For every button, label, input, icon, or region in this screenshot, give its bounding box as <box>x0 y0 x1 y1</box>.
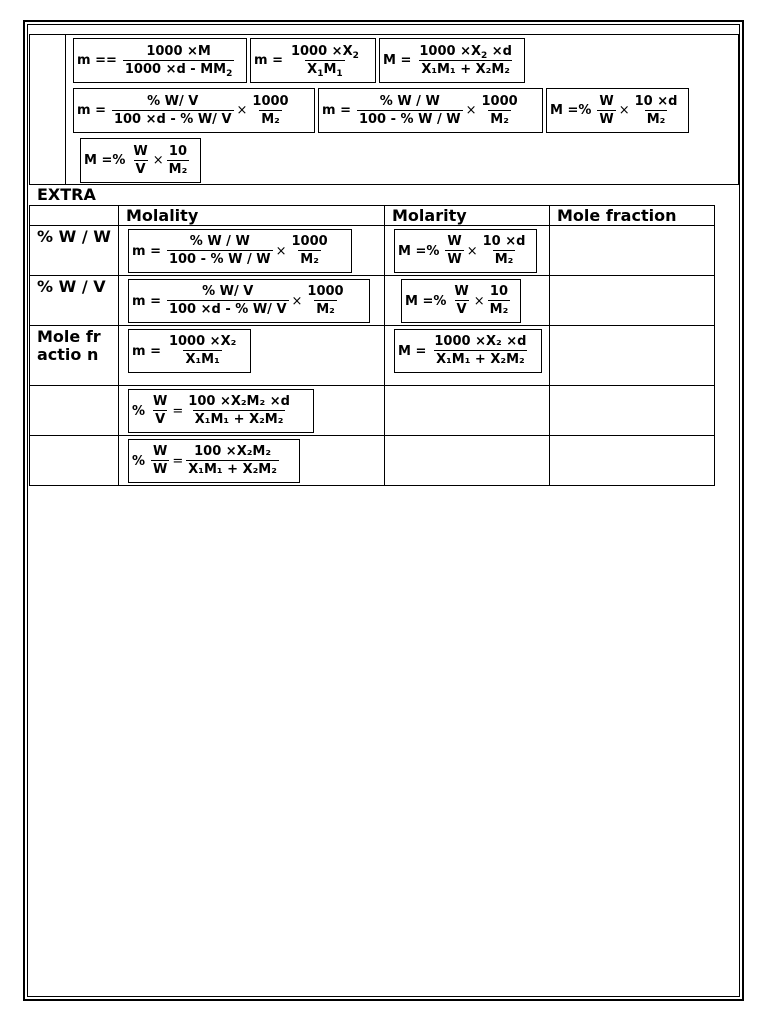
fraction <box>167 144 190 178</box>
denominator: W <box>599 111 614 127</box>
fraction <box>167 334 238 368</box>
times-sign: × <box>291 293 303 309</box>
denominator: V <box>135 161 146 177</box>
numerator: 1000 <box>252 93 289 109</box>
header-mole-fraction: Mole fraction <box>550 206 715 226</box>
numerator: 1000 <box>307 284 344 299</box>
formula-lhs: m = <box>132 243 161 259</box>
den-text: 1000 ×d - MM <box>124 61 227 77</box>
numerator: 10 ×d <box>482 234 526 249</box>
mole-fraction-cell <box>550 226 715 276</box>
fraction <box>250 94 290 128</box>
mole-fraction-cell <box>550 386 715 436</box>
fraction <box>445 234 463 268</box>
mole-fraction-cell <box>550 276 715 326</box>
numerator: W <box>454 284 469 299</box>
subscript: 2 <box>480 50 488 61</box>
formula-molality-ww <box>128 229 352 273</box>
equals-sign: = <box>172 453 184 469</box>
times-sign: × <box>465 103 477 118</box>
denominator: M₂ <box>168 161 188 177</box>
header-empty <box>30 206 119 226</box>
numerator: 1000 ×M <box>146 43 211 59</box>
numerator: W <box>153 394 168 409</box>
numerator: % W / W <box>379 93 440 109</box>
subscript: 1 <box>336 68 343 79</box>
fraction <box>186 444 279 478</box>
formula-lhs: M =% <box>405 293 447 309</box>
molarity-cell <box>385 226 550 276</box>
formula-box-divider <box>65 34 66 185</box>
formula-molarity-from-ww <box>546 88 689 133</box>
header-molarity: Molarity <box>385 206 550 226</box>
extra-heading: EXTRA <box>37 185 96 204</box>
molality-cell <box>119 326 385 386</box>
mole-fraction-cell <box>550 436 715 486</box>
numerator <box>417 44 514 60</box>
numerator: % W / W <box>189 234 250 249</box>
denominator: X₁M₁ + X₂M₂ <box>421 61 510 77</box>
row-head <box>30 386 118 388</box>
fraction <box>131 144 149 178</box>
molarity-cell <box>385 436 550 486</box>
denominator: M₂ <box>261 111 280 127</box>
times-sign: × <box>618 103 630 118</box>
subscript: 2 <box>352 50 359 61</box>
den-text: M <box>323 61 337 77</box>
formula-lhs: m = <box>77 103 106 118</box>
fraction <box>186 394 292 428</box>
table-row <box>30 386 715 436</box>
row-head: % W / W <box>37 227 111 246</box>
denominator: M₂ <box>646 111 666 127</box>
numerator: 10 <box>168 143 187 159</box>
formula-ww-from-mole-fraction <box>128 439 300 483</box>
denominator: X₁M₁ + X₂M₂ <box>188 462 277 477</box>
fraction <box>305 284 345 318</box>
denominator: W <box>447 252 462 267</box>
denominator: M₂ <box>489 302 509 317</box>
formula-lhs: m = <box>132 293 161 309</box>
numerator: 100 ×X₂M₂ <box>194 444 272 459</box>
conversion-table <box>29 205 715 486</box>
numerator: W <box>153 444 168 459</box>
subscript: 1 <box>317 68 324 79</box>
formula-molarity-wv <box>401 279 521 323</box>
equals-sign: = <box>172 403 184 419</box>
molality-cell <box>119 436 385 486</box>
table-row <box>30 326 715 386</box>
numerator: W <box>599 93 614 109</box>
row-head: % W / V <box>37 277 106 296</box>
num-text: 1000 ×X <box>419 43 481 59</box>
denominator: M₂ <box>494 252 514 267</box>
fraction <box>290 234 330 268</box>
formula-lhs: M =% <box>550 103 592 118</box>
row-head-cell <box>30 436 119 486</box>
table-header-row <box>30 206 715 226</box>
molality-cell <box>119 386 385 436</box>
formula-molality-mole-fraction <box>128 329 251 373</box>
molality-cell <box>119 226 385 276</box>
fraction <box>480 94 520 128</box>
row-head-cell <box>30 226 119 276</box>
molarity-cell <box>385 276 550 326</box>
formula-molarity-from-mole-fraction <box>379 38 525 83</box>
mole-fraction-cell <box>550 326 715 386</box>
denominator: 100 - % W / W <box>168 252 271 267</box>
formula-lhs: % <box>132 453 146 469</box>
row-head <box>30 436 118 438</box>
times-sign: × <box>236 103 248 118</box>
num-text: 1000 ×X <box>290 43 353 59</box>
denominator <box>123 60 235 78</box>
formula-lhs: m == <box>77 53 117 68</box>
denominator: 100 ×d - % W/ V <box>168 302 287 317</box>
denominator: 100 ×d - % W/ V <box>113 111 232 127</box>
molarity-cell <box>385 326 550 386</box>
numerator: 10 <box>489 284 508 299</box>
times-sign: × <box>473 293 485 309</box>
num-text: ×d <box>487 43 512 59</box>
numerator: 1000 ×X₂ ×d <box>434 334 527 349</box>
fraction <box>167 234 273 268</box>
fraction <box>432 334 528 368</box>
formula-lhs: M =% <box>84 153 126 168</box>
numerator: 100 ×X₂M₂ ×d <box>188 394 290 409</box>
fraction <box>633 94 680 128</box>
fraction <box>452 284 470 318</box>
denominator: M₂ <box>490 111 509 127</box>
formula-lhs: M = <box>398 343 427 359</box>
table-row <box>30 276 715 326</box>
formula-molality-from-ww <box>318 88 543 133</box>
numerator: 1000 ×X₂ <box>168 334 237 349</box>
row-head-cell <box>30 276 119 326</box>
table-row <box>30 226 715 276</box>
times-sign: × <box>275 243 287 259</box>
row-head: Mole fractio n <box>37 327 101 364</box>
formula-lhs: m = <box>322 103 351 118</box>
formula-molality-wv <box>128 279 370 323</box>
times-sign: × <box>152 153 164 168</box>
formula-lhs: M =% <box>398 243 440 259</box>
numerator: % W/ V <box>202 284 254 299</box>
fraction <box>597 94 615 128</box>
fraction <box>289 44 361 78</box>
fraction <box>151 444 169 478</box>
denominator: X₁M₁ + X₂M₂ <box>194 412 284 427</box>
numerator: 10 ×d <box>634 93 678 109</box>
molarity-cell <box>385 386 550 436</box>
fraction <box>167 284 289 318</box>
denominator: M₂ <box>300 252 319 267</box>
fraction <box>417 44 514 78</box>
denominator: X₁M₁ <box>185 352 220 367</box>
numerator: 1000 <box>481 93 518 109</box>
table-row <box>30 436 715 486</box>
numerator <box>289 44 361 60</box>
formula-molality-from-molarity <box>73 38 247 83</box>
formula-molality-from-wv <box>73 88 315 133</box>
row-head-cell <box>30 386 119 436</box>
fraction <box>488 284 511 318</box>
numerator: W <box>447 234 462 249</box>
numerator: % W/ V <box>147 93 199 109</box>
fraction <box>112 94 234 128</box>
denominator: 100 - % W / W <box>358 111 461 127</box>
formula-lhs: m = <box>132 343 161 359</box>
denominator <box>305 60 345 78</box>
fraction <box>481 234 528 268</box>
molality-cell <box>119 276 385 326</box>
row-head-cell <box>30 326 119 386</box>
formula-lhs: M = <box>383 53 412 68</box>
subscript: 2 <box>226 68 233 79</box>
fraction <box>357 94 463 128</box>
denominator: V <box>155 412 166 427</box>
formula-wv-from-mole-fraction <box>128 389 314 433</box>
denominator: X₁M₁ + X₂M₂ <box>436 352 525 367</box>
formula-molarity-ww <box>394 229 537 273</box>
denominator: V <box>456 302 467 317</box>
fraction <box>123 44 235 78</box>
formula-molarity-mole-fraction <box>394 329 542 373</box>
numerator: W <box>133 143 148 159</box>
numerator: 1000 <box>291 234 328 249</box>
denominator: W <box>153 462 168 477</box>
denominator: M₂ <box>316 302 335 317</box>
times-sign: × <box>466 243 478 259</box>
formula-molarity-from-wv <box>80 138 201 183</box>
den-text: X <box>307 61 318 77</box>
fraction <box>151 394 169 428</box>
formula-lhs: % <box>132 403 146 419</box>
formula-lhs: m = <box>254 53 283 68</box>
header-molality: Molality <box>119 206 385 226</box>
formula-molality-from-mole-fraction <box>250 38 376 83</box>
